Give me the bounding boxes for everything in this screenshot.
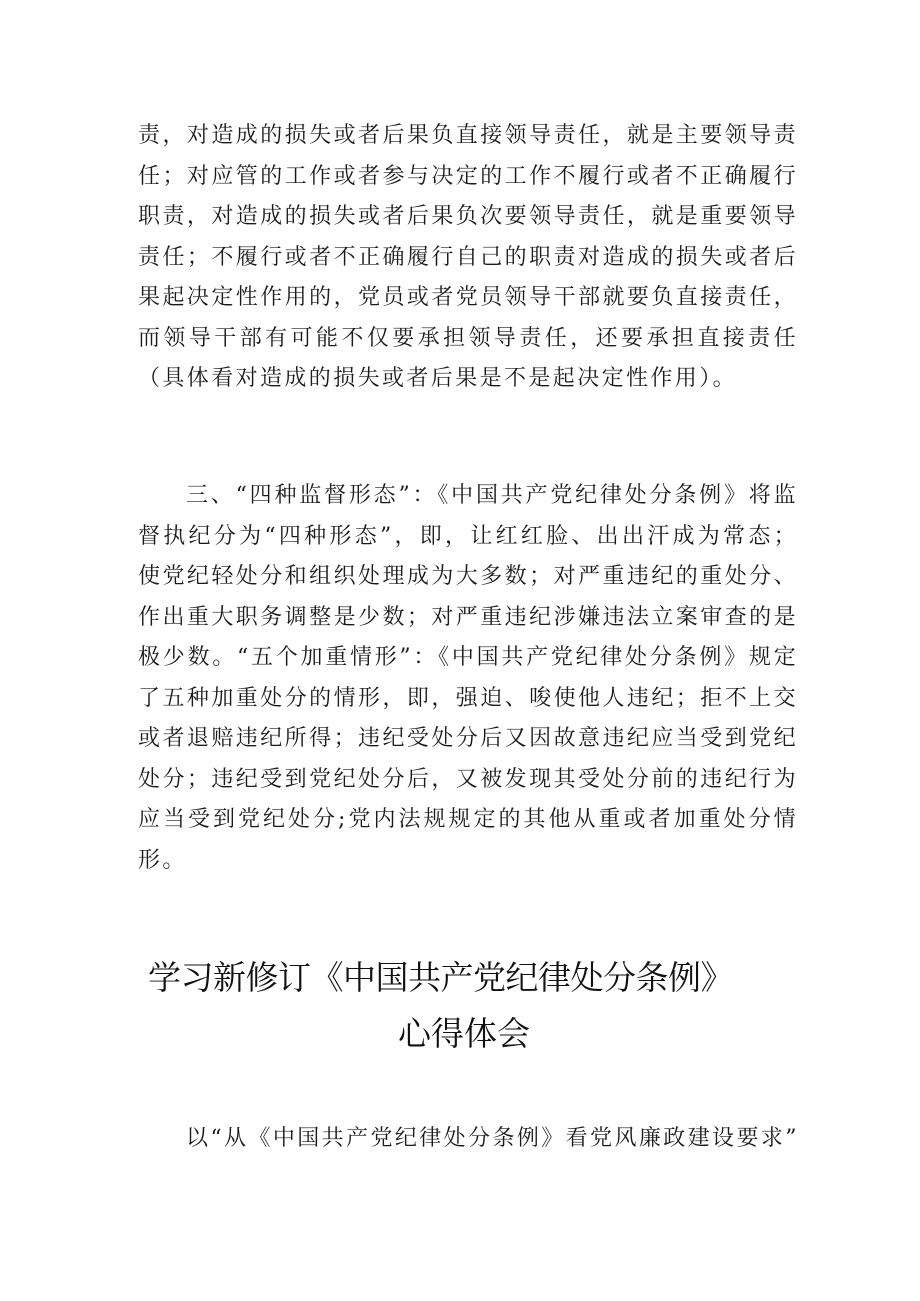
- lead-line: 以“从《中国共产党纪律处分条例》看党风廉政建设要求”: [186, 1126, 799, 1151]
- title-line-1: 学习新修订《中国共产党纪律处分条例》: [148, 958, 733, 997]
- body-paragraph-four-forms: 三、“四种监督形态”：《中国共产党纪律处分条例》将监督执纪分为“四种形态”，即，让红红脸、出出汗成为常态；使党纪轻处分和组织处理成为大多数；对严重违纪的重处分、作出重大职务调整是少数；对严重违纪涉嫌违法立案审查的是极少数。“五个加重情形”：《中国共产党纪律处分条例》规定了五种加重处分的情形，即，强迫、唆使他人违纪；拒不上交或者退赔违纪所得；违纪受处分后又因故意违纪应当受到党纪处分；违纪受到党纪处分后，又被发现其受处分前的违纪行为应当受到党纪处分;党内法规规定的其他从重或者加重处分情形。: [138, 483, 798, 873]
- title-line-2: 心得体会: [398, 1014, 530, 1053]
- body-paragraph-responsibility: 责，对造成的损失或者后果负直接领导责任，就是主要领导责任；对应管的工作或者参与决定的工作不履行或者不正确履行职责，对造成的损失或者后果负次要领导责任，就是重要领导责任；不履行或者不正确履行自己的职责对造成的损失或者后果起决定性作用的，党员或者党员领导干部就要负直接责任，而领导干部有可能不仅要承担领导责任，还要承担直接责任（具体看对造成的损失或者后果是不是起决定性作用）。: [138, 123, 798, 391]
